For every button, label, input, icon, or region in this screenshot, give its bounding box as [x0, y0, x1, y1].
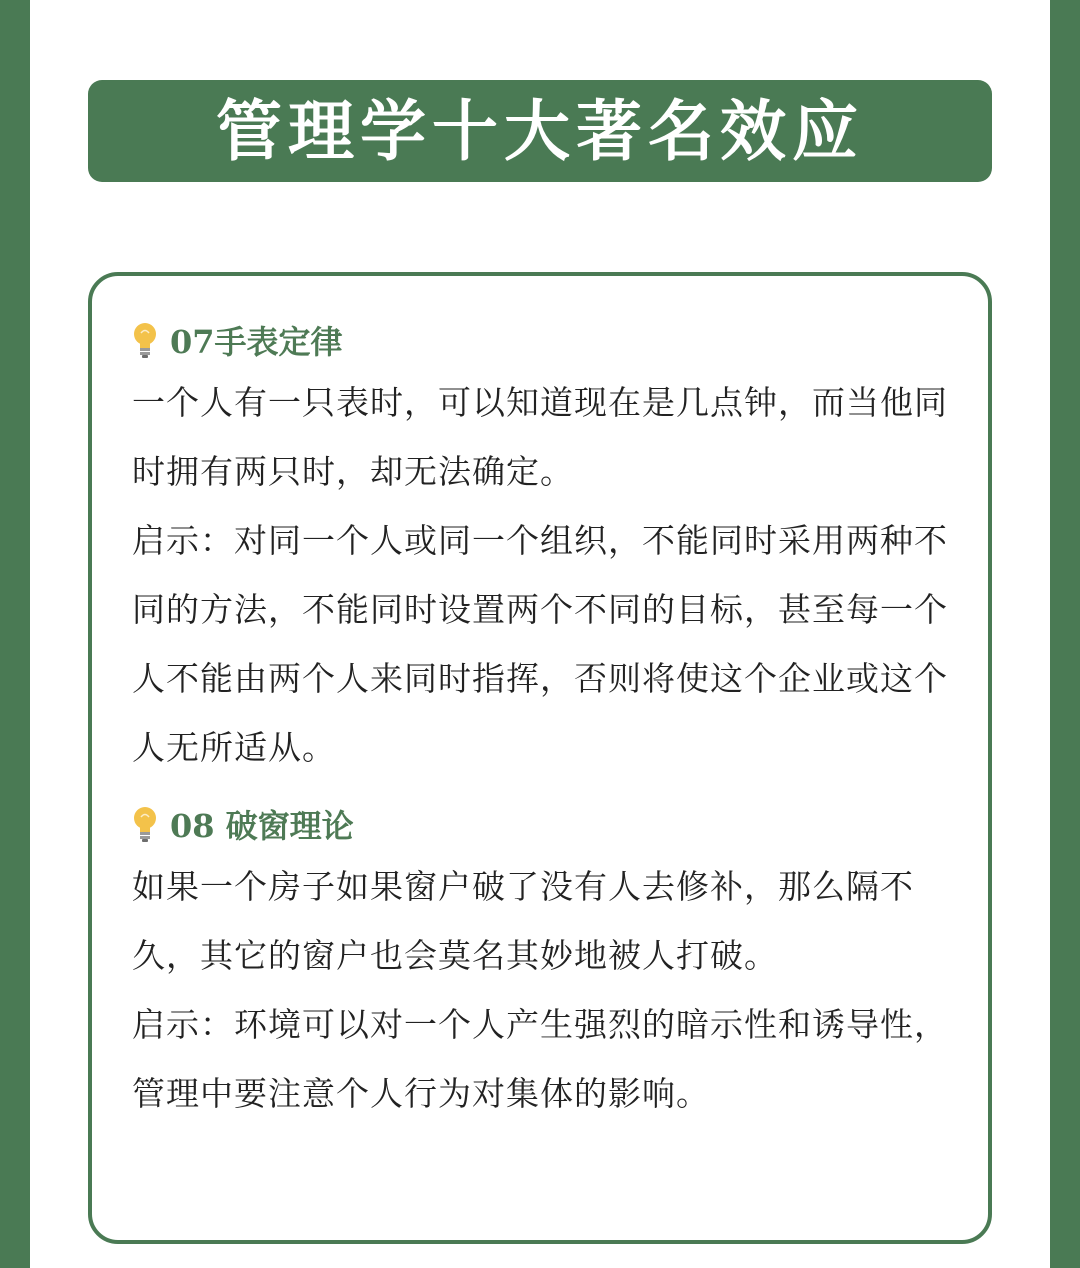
section-heading: [132, 312, 952, 368]
section-insight: 启示：环境可以对一个人产生强烈的暗示性和诱导性，管理中要注意个人行为对集体的影响。: [132, 1005, 948, 1113]
right-border-bar: [1050, 0, 1080, 1268]
section-paragraph: 如果一个房子如果窗户破了没有人去修补，那么隔不久，其它的窗户也会莫名其妙地被人打破。: [132, 867, 914, 975]
section-broken-window-theory: [132, 796, 952, 1128]
section-watch-law: [132, 312, 952, 782]
section-heading-text: 08 破窗理论: [170, 807, 354, 845]
left-border-bar: [0, 0, 30, 1268]
section-paragraph: 一个人有一只表时，可以知道现在是几点钟，而当他同时拥有两只时，却无法确定。: [132, 383, 948, 491]
section-heading-text: 07手表定律: [170, 323, 343, 361]
section-heading: [132, 796, 952, 852]
lightbulb-icon: [132, 321, 158, 359]
content-card: [88, 272, 992, 1244]
title-banner: [88, 80, 992, 182]
page-title: 管理学十大著名效应: [216, 92, 864, 170]
lightbulb-icon: [132, 805, 158, 843]
section-insight: 启示：对同一个人或同一个组织，不能同时采用两种不同的方法，不能同时设置两个不同的目标，甚至每一个人不能由两个人来同时指挥，否则将使这个企业或这个人无所适从。: [132, 521, 948, 767]
